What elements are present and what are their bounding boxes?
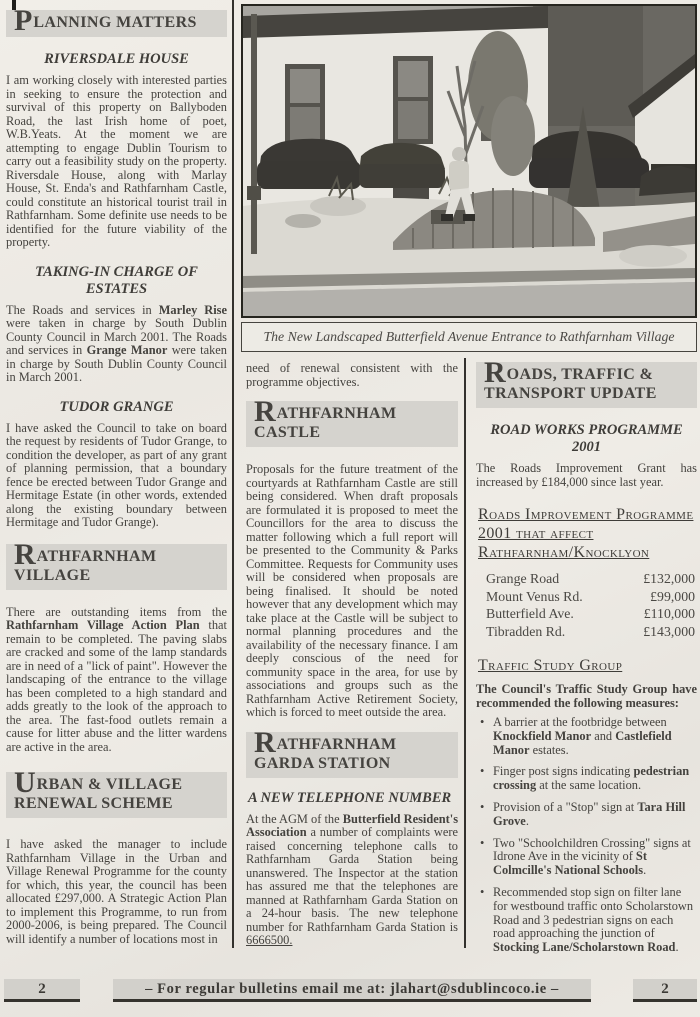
dropcap: P [14,10,34,37]
dropcap: R [484,362,507,389]
section-header-planning-matters: PLANNING MATTERS [6,10,227,37]
road-amount: £132,000 [643,571,695,586]
paragraph-riversdale: I am working closely with interested parties in seeking to ensure the protection and survival of this property on Ballyboden Road, the last Irish home of poet, W.B.Yeats. At the moment we are attempting to engage Dublin Tourism to carry out a feasibility study on the property. Riversdale House, along with Marlay House, St. Enda's and Rathfarnham Castle, could constitute an historical tourist trail in Rathfarnham. Some definite use needs to be identified for the future viability of the property. [6,73,227,249]
list-item: • Provision of a "Stop" sign at Tara Hill Grove. [480,801,697,829]
table-row [476,623,697,641]
dropcap: R [14,537,37,571]
paragraph-village: There are outstanding items from the Rathfarnham Village Action Plan that remain to be completed. The paving slabs are cracked and some of the lamp standards are in need of a "lick of paint". However the landscaping of the entrance to the village has been completed to a high standard and adds greatly to the look of the approach to the area. The fast-food outlets remain a cause for litter abuse and the litter wardens are active in the area. [6,604,227,754]
heading-new-telephone-number: A NEW TELEPHONE NUMBER [248,789,452,806]
dropcap: R [254,395,277,428]
road-name: Tibradden Rd. [486,623,566,639]
bulletin-email-strip: – For regular bulletins email me at: jlahart@sdublincoco.ie – [113,979,591,1002]
heading-roads-improvement-programme: Roads Improvement Programme 2001 that affect Rathfarnham/Knocklyon [478,506,694,561]
dropcap: R [254,725,277,759]
heading-taking-in-charge: TAKING-IN CHARGE OF ESTATES [35,263,198,297]
paragraph-continuation: need of renewal consistent with the programme objectives. [246,362,458,389]
column-divider [232,0,234,948]
list-item: • Two "Schoolchildren Crossing" signs at Idrone Ave in the vicinity of St Colmcille's National Schools. [480,837,697,878]
section-header-urban-renewal: URBAN & VILLAGE RENEWAL SCHEME [6,772,227,818]
paragraph-urban-renewal: I have asked the manager to include Rathfarnham Village in the Urban and Village Renewal Programme for the county for which, this year, the council has been allocated £297,000. A Strategic Action Plan to implement this Programme, to run from 2000-2006, is being prepared. The Council will identify a number of locations most in [6,837,227,946]
paragraph-traffic-study: The Council's Traffic Study Group have recommended the following measures: [476,682,697,710]
middle-column [246,362,458,962]
paragraph-garda: At the AGM of the Butterfield Resident's Association a number of complaints were raised concerning telephone calls to Rathfarnham Garda Station being unanswered. The Inspector at the station has assured me that the telephones are manned at Rathfarnham Garda Station on a 24-hour basis. The new telephone number for Rathfarnham Garda Station is 6666500. [246,811,458,947]
roads-improvement-table [476,570,697,640]
page-number-left: 2 [4,979,80,1002]
measures-list [480,716,697,955]
heading-riversdale-house: RIVERSDALE HOUSE [44,51,189,67]
column-divider [464,358,466,948]
page-number-right: 2 [633,979,697,1002]
right-column [476,362,697,962]
dropcap: U [14,766,37,799]
left-column [6,10,227,960]
list-item: • Recommended stop sign on filter lane for westbound traffic onto Scholarstown Road and 3 pedestrian signs on each road approaching the junction of Stocking Lane/Scholarstown Road. [480,886,697,955]
table-row [476,605,697,623]
road-amount: £110,000 [643,606,695,621]
list-item: • A barrier at the footbridge between Knockfield Manor and Castlefield Manor estates. [480,716,697,757]
road-amount: £99,000 [650,588,695,604]
paragraph-taking-in-charge: The Roads and services in Marley Rise were taken in charge by South Dublin County Council in March 2001. The Roads and services in Grange Manor were taken in charge by South Dublin County Council in March 2001. [6,302,227,384]
paragraph-castle: Proposals for the future treatment of the courtyards at Rathfarnham Castle are still being considered. When draft proposals are formulated it is proposed to meet the Councillors for the area to discuss the matter following which a full report will be presented to the Community & Parks Committee. Requests for Community uses will be considered when proposals are being finalised. It should be noted however that any development which may take place at the Castle will be subject to normal planning procedures and the availability of the necessary finance. I am deeply conscious of the need for community space in the area, for use by associations and groups such as the Rathfarnham Active Retirement Society, which is forced to meet outside the area. [246,462,458,719]
table-row [476,570,697,588]
heading-tudor-grange: TUDOR GRANGE [59,398,174,415]
section-header-roads-traffic: ROADS, TRAFFIC & TRANSPORT UPDATE [476,362,697,408]
section-header-rathfarnham-village: RATHFARNHAM VILLAGE [6,544,227,590]
list-item: • Finger post signs indicating pedestrian crossing at the same location. [480,765,697,793]
paragraph-roads-grant: The Roads Improvement Grant has increased by £184,000 since last year. [476,461,697,489]
section-header-garda-station: RATHFARNHAM GARDA STATION [246,732,458,778]
road-name: Mount Venus Rd. [486,588,583,604]
paragraph-tudor-grange: I have asked the Council to take on board the request by residents of Tudor Grange, to condition the developer, as part of any grant of planning permission, that a boundary fence be erected between Tudor Grange and Hermitage Estate (in other words, extended along the existing boundary between Hermitage and Tudor Grange). [6,420,227,529]
heading-road-works-programme: ROAD WORKS PROGRAMME 2001 [490,422,683,455]
table-row [476,588,697,606]
road-name: Butterfield Ave. [486,606,574,621]
road-name: Grange Road [486,571,560,586]
photo-illustration [243,6,695,316]
road-amount: £143,000 [643,623,695,639]
section-header-rathfarnham-castle: RATHFARNHAM CASTLE [246,401,458,447]
photo-butterfield-avenue [241,4,697,318]
photo-caption: The New Landscaped Butterfield Avenue Entrance to Rathfarnham Village [241,322,697,352]
heading-traffic-study-group: Traffic Study Group [478,657,623,674]
